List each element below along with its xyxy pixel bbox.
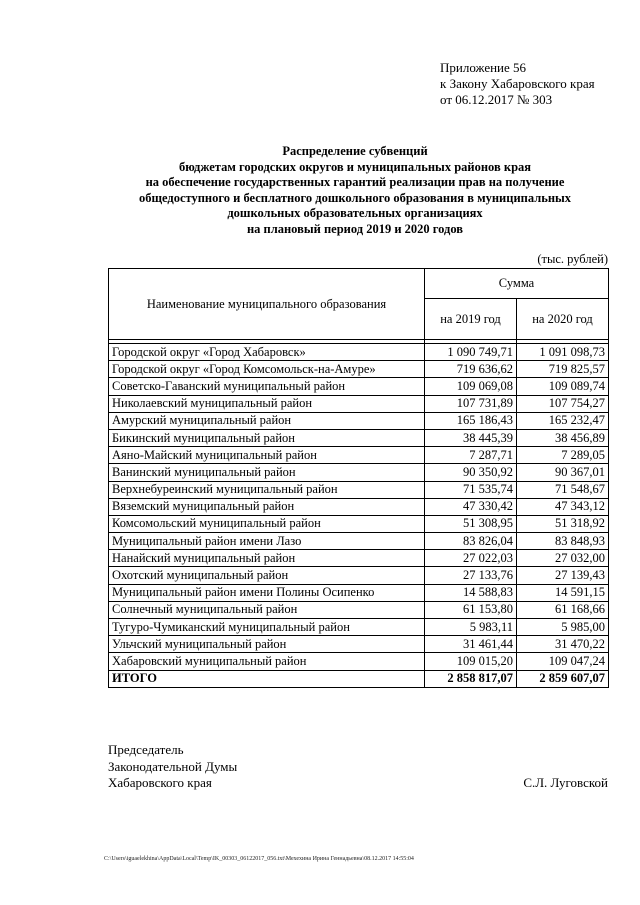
municipality-name: Верхнебуреинский муниципальный район bbox=[109, 481, 425, 498]
amount-2019: 109 015,20 bbox=[425, 653, 517, 670]
amount-2020: 61 168,66 bbox=[517, 601, 609, 618]
amount-2020: 38 456,89 bbox=[517, 429, 609, 446]
amount-2020: 83 848,93 bbox=[517, 533, 609, 550]
amount-2020: 90 367,01 bbox=[517, 464, 609, 481]
amount-2019: 109 069,08 bbox=[425, 378, 517, 395]
municipality-name: Городской округ «Город Комсомольск-на-Амуре» bbox=[109, 361, 425, 378]
title-line: общедоступного и бесплатного дошкольного образования в муниципальных bbox=[138, 190, 572, 205]
amount-2019: 83 826,04 bbox=[425, 533, 517, 550]
table-body bbox=[109, 344, 609, 688]
table-row bbox=[109, 533, 609, 550]
header-name: Наименование муниципального образования bbox=[109, 269, 425, 340]
amount-2020: 47 343,12 bbox=[517, 498, 609, 515]
table-row bbox=[109, 412, 609, 429]
units-label: (тыс. рублей) bbox=[537, 252, 608, 266]
amount-2019: 5 983,11 bbox=[425, 619, 517, 636]
amount-2020: 27 139,43 bbox=[517, 567, 609, 584]
municipality-name: Нанайский муниципальный район bbox=[109, 550, 425, 567]
municipality-name: Николаевский муниципальный район bbox=[109, 395, 425, 412]
amount-2020: 107 754,27 bbox=[517, 395, 609, 412]
table-row bbox=[109, 550, 609, 567]
table-row bbox=[109, 601, 609, 618]
title-line: дошкольных образовательных организациях bbox=[227, 206, 483, 221]
amount-2020: 7 289,05 bbox=[517, 447, 609, 464]
municipality-name: Хабаровский муниципальный район bbox=[109, 653, 425, 670]
municipality-name: Муниципальный район имени Полины Осипенко bbox=[109, 584, 425, 601]
table-row bbox=[109, 584, 609, 601]
municipality-name: Солнечный муниципальный район bbox=[109, 601, 425, 618]
amount-2020: 719 825,57 bbox=[517, 361, 609, 378]
amount-2019: 38 445,39 bbox=[425, 429, 517, 446]
header-year-2020: на 2020 год bbox=[517, 299, 609, 340]
total-label: ИТОГО bbox=[109, 670, 425, 687]
municipality-name: Охотский муниципальный район bbox=[109, 567, 425, 584]
municipality-name: Комсомольский муниципальный район bbox=[109, 515, 425, 532]
amount-2019: 71 535,74 bbox=[425, 481, 517, 498]
table-row bbox=[109, 515, 609, 532]
municipality-name: Аяно-Майский муниципальный район bbox=[109, 447, 425, 464]
table-row bbox=[109, 567, 609, 584]
table-row bbox=[109, 378, 609, 395]
subsidy-table bbox=[108, 268, 609, 688]
total-2019: 2 858 817,07 bbox=[425, 670, 517, 687]
signer-name: С.Л. Луговской bbox=[523, 775, 608, 790]
annex-line-2: к Закону Хабаровского края bbox=[440, 76, 595, 91]
amount-2019: 27 022,03 bbox=[425, 550, 517, 567]
amount-2019: 7 287,71 bbox=[425, 447, 517, 464]
amount-2020: 71 548,67 bbox=[517, 481, 609, 498]
amount-2020: 165 232,47 bbox=[517, 412, 609, 429]
table-row bbox=[109, 429, 609, 446]
title-line: на обеспечение государственных гарантий реализации прав на получение bbox=[145, 175, 565, 190]
municipality-name: Муниципальный район имени Лазо bbox=[109, 533, 425, 550]
municipality-name: Советско-Гаванский муниципальный район bbox=[109, 378, 425, 395]
table-row bbox=[109, 464, 609, 481]
municipality-name: Вяземский муниципальный район bbox=[109, 498, 425, 515]
municipality-name: Городской округ «Город Хабаровск» bbox=[109, 344, 425, 361]
signature-line-3: Хабаровского края bbox=[108, 775, 212, 790]
municipality-name: Тугуро-Чумиканский муниципальный район bbox=[109, 619, 425, 636]
amount-2020: 51 318,92 bbox=[517, 515, 609, 532]
municipality-name: Амурский муниципальный район bbox=[109, 412, 425, 429]
amount-2019: 90 350,92 bbox=[425, 464, 517, 481]
table-row bbox=[109, 344, 609, 361]
document-title bbox=[100, 144, 610, 238]
amount-2020: 109 089,74 bbox=[517, 378, 609, 395]
table-row bbox=[109, 636, 609, 653]
amount-2019: 61 153,80 bbox=[425, 601, 517, 618]
table-row bbox=[109, 447, 609, 464]
amount-2019: 107 731,89 bbox=[425, 395, 517, 412]
title-line: на плановый период 2019 и 2020 годов bbox=[246, 221, 464, 236]
annex-block bbox=[440, 60, 595, 108]
total-2020: 2 859 607,07 bbox=[517, 670, 609, 687]
amount-2020: 109 047,24 bbox=[517, 653, 609, 670]
header-sum: Сумма bbox=[425, 269, 609, 299]
municipality-name: Бикинский муниципальный район bbox=[109, 429, 425, 446]
amount-2019: 31 461,44 bbox=[425, 636, 517, 653]
table-row bbox=[109, 498, 609, 515]
annex-line-1: Приложение 56 bbox=[440, 60, 527, 75]
municipality-name: Ульчский муниципальный район bbox=[109, 636, 425, 653]
file-path-footer: C:\Users\iguaelekhina\AppData\Local\Temp\IK_00303_06122017_056.txt\Мехехина Ирина Геннадьевна\08.12.2017 14:55:04 bbox=[104, 856, 414, 862]
signature-block bbox=[108, 742, 237, 792]
header-year-2019: на 2019 год bbox=[425, 299, 517, 340]
amount-2020: 14 591,15 bbox=[517, 584, 609, 601]
table-row bbox=[109, 619, 609, 636]
annex-line-3: от 06.12.2017 № 303 bbox=[440, 92, 553, 107]
amount-2020: 5 985,00 bbox=[517, 619, 609, 636]
municipality-name: Ванинский муниципальный район bbox=[109, 464, 425, 481]
amount-2019: 27 133,76 bbox=[425, 567, 517, 584]
table-row bbox=[109, 653, 609, 670]
title-line: бюджетам городских округов и муниципальных районов края bbox=[178, 159, 532, 174]
amount-2020: 1 091 098,73 bbox=[517, 344, 609, 361]
amount-2019: 14 588,83 bbox=[425, 584, 517, 601]
table-row bbox=[109, 481, 609, 498]
title-line: Распределение субвенций bbox=[282, 144, 428, 158]
signature-line-2: Законодательной Думы bbox=[108, 758, 238, 774]
table-row bbox=[109, 361, 609, 378]
amount-2019: 165 186,43 bbox=[425, 412, 517, 429]
amount-2019: 51 308,95 bbox=[425, 515, 517, 532]
table-row bbox=[109, 395, 609, 412]
amount-2020: 31 470,22 bbox=[517, 636, 609, 653]
amount-2019: 1 090 749,71 bbox=[425, 344, 517, 361]
amount-2019: 719 636,62 bbox=[425, 361, 517, 378]
amount-2019: 47 330,42 bbox=[425, 498, 517, 515]
amount-2020: 27 032,00 bbox=[517, 550, 609, 567]
signature-line-1: Председатель bbox=[108, 742, 184, 757]
total-row bbox=[109, 670, 609, 687]
